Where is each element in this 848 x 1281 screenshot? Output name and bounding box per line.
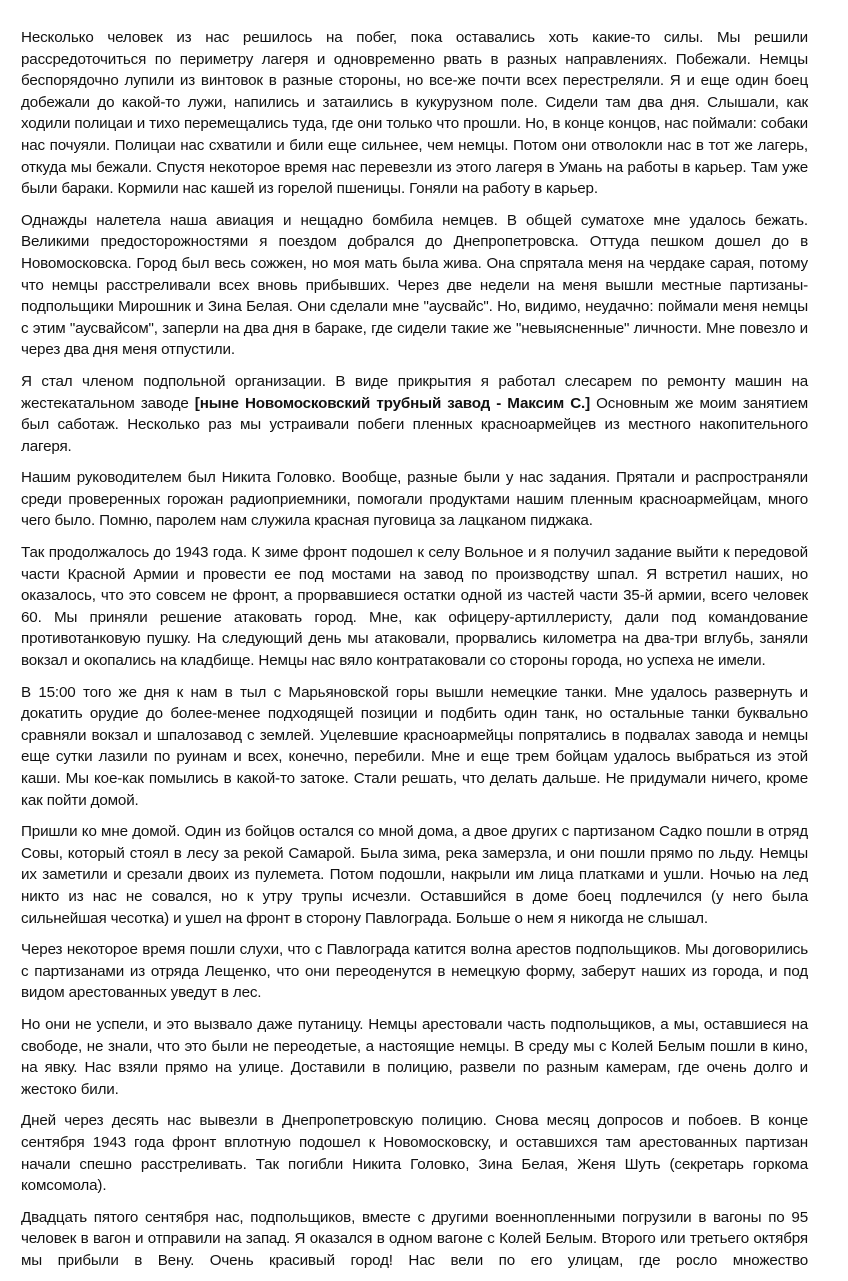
paragraph-arrest-rumors: Через некоторое время пошли слухи, что с Павлограда катится волна арестов подпольщиков. Мы договорились с партизанами из отряда Лещенко, что они переоденутся в немецкую форму, заберут наших из города, и под видом арестованных уведут в лес. xyxy=(21,941,808,1002)
paragraph-deportation-vienna: Двадцать пятого сентября нас, подпольщиков, вместе с другими военнопленными погрузили в вагоны по 95 человек в вагон и отправили на запад. Я оказался в одном вагоне с Колей Белым. Второго или третьего октября мы прибыли в Вену. Очень красивый город! Нас вели по его улицам, где росло множество xyxy=(21,1208,808,1269)
paragraph-arrest: Но они не успели, и это вызвало даже путаницу. Немцы арестовали часть подпольщиков, а мы, оставшиеся на свободе, не знали, что это были не переодетые, а настоящие немцы. В среду мы с Колей Белым пошли в кино, на явку. Нас взяли прямо на улице. Доставили в полицию, развели по разным камерам, где очень долго и жестоко били. xyxy=(21,1015,808,1098)
paragraph-escape-attempt: Несколько человек из нас решилось на побег, пока оставались хоть какие-то силы. Мы решили рассредоточиться по периметру лагеря и одновременно рвать в разных направлениях. Побежали. Немцы беспорядочно лупили из винтовок в разные стороны, но все-же почти всех перестреляли. Я и еще один боец добежали до какой-то лужи, напились и затаились в кукурузном поле. Сидели там два дня. Слышали, как ходили полицаи и тихо перемещались туда, где они только что прошли. Но, в конце концов, нас поймали: собаки нас почуяли. Полицаи нас схватили и били еще сильнее, чем немцы. Потом они отволокли нас в тот же лагерь, откуда мы бежали. Спустя некоторое время нас перевезли из этого лагеря в Умань на работы в карьер. Там уже были бараки. Кормили нас кашей из горелой пшеницы. Гоняли на работу в карьер. xyxy=(21,29,808,198)
paragraph-return-home: Пришли ко мне домой. Один из бойцов остался со мной дома, а двое других с партизаном Садко пошли в отряд Совы, который стоял в лесу за рекой Самарой. Была зима, река замерзла, и они пошли прямо по льду. Немцы их заметили и срезали двоих из пулемета. Потом подошли, накрыли им лица платками и ушли. Ночью на лед никто из нас не совался, но к утру трупы исчезли. Оставшийся в доме боец подлечился (у него была сильнейшая чесотка) и ушел на фронт в сторону Павлограда. Больше о нем я никогда не слышал. xyxy=(21,823,808,927)
document-page xyxy=(21,27,808,1281)
editor-note: [ныне Новомосковский трубный завод - Максим С.] xyxy=(194,394,590,412)
paragraph-text: Основным же моим занятием был саботаж. Несколько раз мы устраивали побеги пленных красноармейцев из местного накопительного лагеря. xyxy=(21,394,808,455)
paragraph-air-raid-escape: Однажды налетела наша авиация и нещадно бомбила немцев. В общей суматохе мне удалось бежать. Великими предосторожностями я поездом добрался до Днепропетровска. Оттуда пешком дошел до в Новомосковска. Город был весь сожжен, но моя мать была жива. Она спрятала меня на чердаке сарая, потому что немцы расстреливали всех вновь прибывших. Через две недели на меня вышли местные партизаны-подпольщики Мирошник и Зина Белая. Они сделали мне "аусвайс". Но, видимо, неудачно: поймали меня немцы с этим "аусвайсом", заперли на два дня в бараке, где сидели такие же "невыясненные" личности. Мне повезло и через два дня меня отпустили. xyxy=(21,211,808,359)
paragraph-1943-front: Так продолжалось до 1943 года. К зиме фронт подошел к селу Вольное и я получил задание выйти к передовой части Красной Армии и провести ее под мостами на завод по производству шпал. Я встретил наших, но оказалось, что это совсем не фронт, а прорвавшиеся остатки одной из частей части 35-й армии, всего человек 60. Мы приняли решение атаковать город. Мне, как офицеру-артиллеристу, дали под командование противотанковую пушку. На следующий день мы атаковали, прорвались километра на два-три вглубь, заняли вокзал и окопались на кладбище. Немцы нас вяло контратаковали со стороны города, но успеха не имели. xyxy=(21,544,808,670)
paragraph-tanks: В 15:00 того же дня к нам в тыл с Марьяновской горы вышли немецкие танки. Мне удалось развернуть и докатить орудие до более-менее подходящей позиции и подбить один танк, но остальные танки буквально сравняли вокзал и шпалозавод с землей. Уцелевшие красноармейцы попрятались в подвалах завода и немцы еще сутки лазили по руинам и всех, конечно, перебили. Мне и еще трем бойцам удалось выбраться из этой каши. Мы кое-как помылись в какой-то затоке. Стали решать, что делать дальше. Не придумали ничего, кроме как пойти домой. xyxy=(21,683,808,809)
paragraph-leader: Нашим руководителем был Никита Головко. Вообще, разные были у нас задания. Прятали и распространяли среди проверенных горожан радиоприемники, помогали продуктами нашим пленным красноармейцам, много чего было. Помню, паролем нам служила красная пуговица за лацканом пиджака. xyxy=(21,469,808,530)
paragraph-dnepropetrovsk-police: Дней через десять нас вывезли в Днепропетровскую полицию. Снова месяц допросов и побоев. В конце сентября 1943 года фронт вплотную подошел к Новомосковску, и оставшихся там арестованных партизан начали спешно расстреливать. Так погибли Никита Головко, Зина Белая, Женя Шуть (секретарь горкома комсомола). xyxy=(21,1112,808,1195)
paragraph-text: Я стал членом подпольной организации. В виде прикрытия я работал слесарем по ремонту машин на жестекатальном заводе xyxy=(21,372,808,412)
paragraph-underground-organization xyxy=(21,371,808,457)
